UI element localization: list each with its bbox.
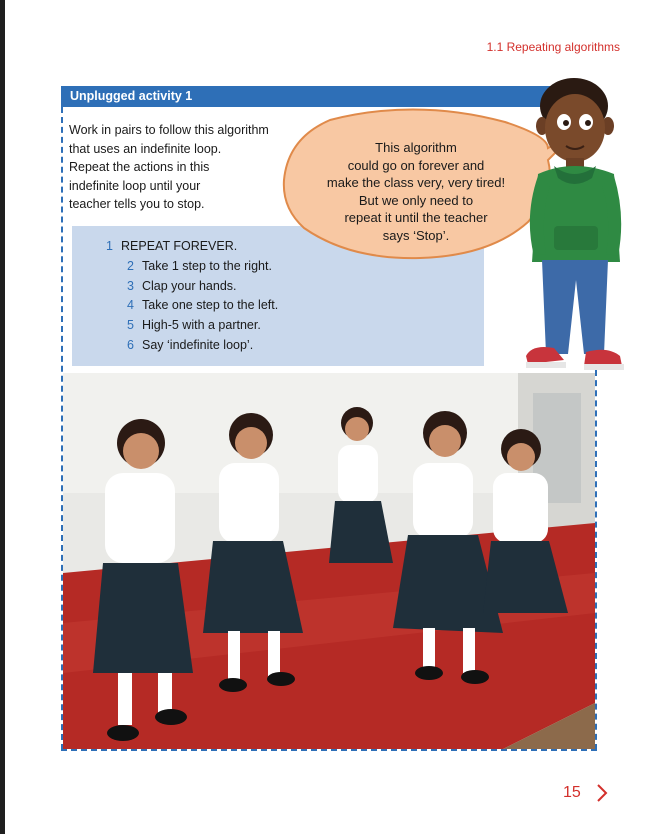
bubble-line: repeat it until the teacher (344, 210, 488, 226)
instruction-line: Work in pairs to follow this algorithm (69, 123, 269, 137)
step-text: High-5 with a partner. (142, 318, 261, 333)
step-text: Take one step to the left. (142, 298, 279, 313)
step-text: REPEAT FOREVER. (121, 239, 238, 253)
step-text: Take 1 step to the right. (142, 258, 272, 273)
instruction-line: teacher tells you to stop. (69, 197, 205, 211)
step-number: 4 (127, 298, 134, 313)
activity-header: Unplugged activity 1 (61, 86, 597, 107)
boy-character-illustration (524, 66, 626, 372)
chevron-right-icon[interactable] (591, 782, 613, 804)
instruction-line: Repeat the actions in this (69, 160, 210, 174)
instruction-line: indefinite loop until your (69, 178, 201, 193)
step-number: 5 (127, 318, 134, 333)
bubble-line: This algorithm (375, 140, 457, 155)
bubble-line: could go on forever and (347, 157, 485, 173)
step-text: Say ‘indefinite loop’. (142, 337, 254, 352)
bubble-line: make the class very, very tired! (326, 175, 506, 191)
speech-bubble-text (318, 139, 514, 245)
step-number: 3 (127, 278, 134, 293)
bubble-line: But we only need to (358, 192, 474, 208)
classroom-dancing-photo (63, 373, 595, 749)
instruction-line: that uses an indefinite loop. (69, 141, 222, 156)
step-number: 1 (106, 239, 113, 253)
step-number: 6 (127, 337, 134, 352)
page-number: 15 (563, 784, 581, 801)
step-text: Clap your hands. (142, 278, 237, 293)
running-head: 1.1 Repeating algorithms (486, 40, 620, 54)
step-number: 2 (127, 258, 134, 273)
bubble-line: says ‘Stop’. (382, 227, 450, 243)
